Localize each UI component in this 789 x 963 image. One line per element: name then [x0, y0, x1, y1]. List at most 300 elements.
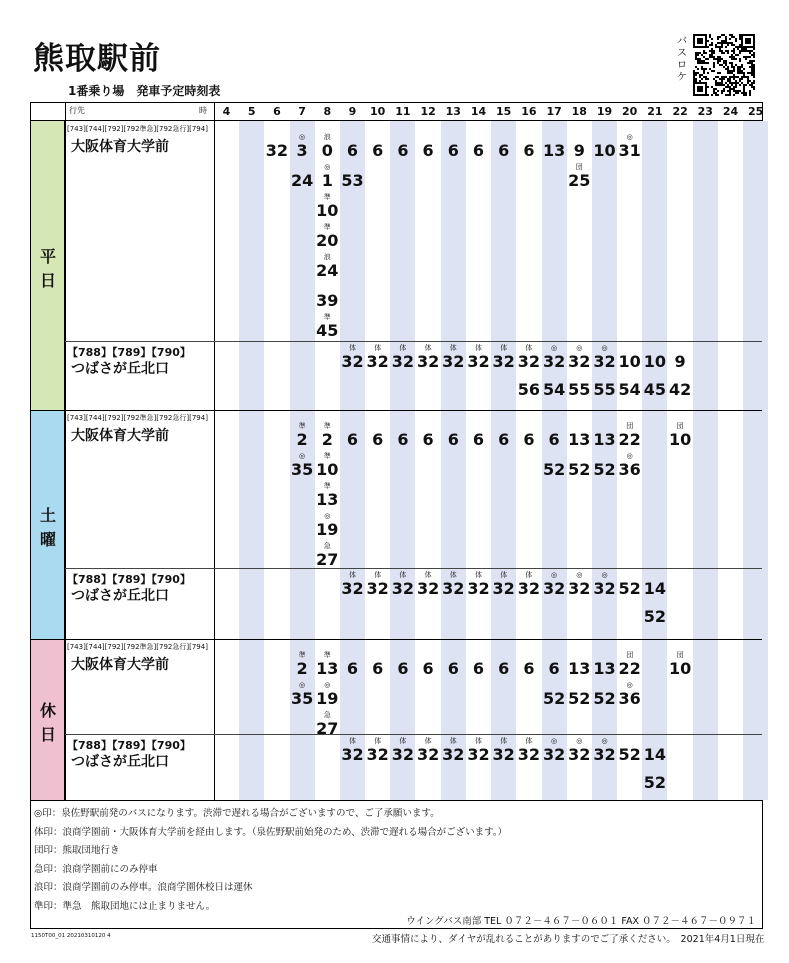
day-type-char: 平 [39, 246, 56, 266]
departure-minute: 0 [321, 141, 333, 160]
departure-mark: 体 [374, 737, 382, 745]
hour-header-row [31, 103, 762, 121]
note-item: 急印：浪商学園前にのみ停車 [34, 863, 158, 875]
departure-mark [416, 422, 441, 430]
hour-header-20: 20 [622, 105, 638, 118]
departure-time [340, 163, 365, 190]
departure-minute: 13 [593, 430, 616, 449]
departure-time [315, 193, 340, 220]
departure-minute: 32 [265, 141, 289, 160]
departure-time [315, 681, 340, 708]
departure-time [441, 344, 466, 371]
departure-time [491, 422, 516, 449]
hour-stripe [441, 121, 466, 800]
departure-time [567, 571, 592, 598]
departure-mark [290, 163, 315, 171]
hour-stripe [642, 121, 667, 800]
departure-minute: 19 [316, 520, 339, 539]
departure-minute: 6 [548, 430, 560, 449]
departure-mark: 体 [525, 737, 533, 745]
departure-minute: 52 [643, 607, 667, 626]
departure-mark: 準 [323, 482, 331, 490]
departure-mark [466, 651, 491, 659]
departure-time [365, 344, 390, 371]
hour-header-16: 16 [521, 105, 537, 118]
departure-minute: 32 [517, 745, 541, 764]
departure-minute: 52 [593, 460, 616, 479]
departure-time [290, 651, 315, 678]
departure-mark: 体 [424, 737, 432, 745]
departure-minute: 55 [593, 380, 616, 399]
departure-minute: 6 [422, 430, 434, 449]
departure-mark [668, 344, 693, 352]
hour-header-22: 22 [672, 105, 688, 118]
departure-mark [617, 737, 642, 745]
departure-time [390, 344, 415, 371]
departure-minute: 6 [498, 430, 510, 449]
departure-time [668, 344, 693, 371]
departure-time [567, 133, 592, 160]
departure-time [315, 133, 340, 160]
note-item: 体印：浪商学園前・大阪体育大学前を経由します。（泉佐野駅前始発のため、渋滞で遅れる場合がございます。） [34, 826, 508, 838]
departure-mark: 体 [349, 344, 356, 352]
departure-minute: 9 [573, 141, 585, 160]
departure-minute: 52 [542, 460, 566, 479]
departure-mark: ◎ [626, 133, 633, 141]
departure-time [516, 737, 541, 764]
departure-mark: 浪 [323, 133, 331, 141]
departure-time [340, 737, 365, 764]
hour-unit-header: 時 [199, 106, 207, 115]
departure-time [466, 651, 491, 678]
departure-mark [365, 133, 390, 141]
departure-minute: 52 [618, 579, 641, 598]
column-divider [214, 103, 215, 800]
hour-header-21: 21 [647, 105, 663, 118]
departure-minute: 24 [316, 261, 339, 280]
departure-time [290, 163, 315, 190]
departure-mark: 準 [323, 452, 331, 460]
departure-mark [365, 422, 390, 430]
departure-minute: 52 [643, 773, 667, 792]
document-code: 1150T00_01 20210310120 4 [31, 933, 111, 939]
departure-mark [340, 651, 365, 659]
departure-minute: 32 [341, 579, 364, 598]
departure-mark: ◎ [626, 681, 633, 689]
departure-minute: 13 [568, 430, 591, 449]
departure-mark: 体 [475, 737, 482, 745]
departure-minute: 32 [492, 579, 515, 598]
departure-mark: ◎ [601, 344, 608, 352]
departure-minute: 24 [290, 171, 314, 190]
departure-time [340, 133, 365, 160]
departure-time [441, 651, 466, 678]
departure-mark [592, 372, 617, 380]
departure-minute: 6 [498, 659, 510, 678]
departure-minute: 27 [316, 550, 339, 569]
hour-header-4: 4 [222, 105, 231, 118]
departure-mark [567, 372, 592, 380]
departure-mark: ◎ [626, 452, 633, 460]
departure-minute: 10 [316, 201, 339, 220]
departure-mark [642, 737, 667, 745]
departure-minute: 13 [542, 141, 566, 160]
day-type-char: 土 [39, 505, 56, 525]
departure-time [340, 571, 365, 598]
departure-mark [491, 651, 516, 659]
departure-minute: 32 [467, 579, 490, 598]
route-destination: 大阪体育大学前 [71, 139, 169, 155]
departure-minute: 52 [568, 460, 591, 479]
departure-minute: 52 [618, 745, 641, 764]
departure-minute: 13 [316, 659, 339, 678]
hour-header-12: 12 [420, 105, 436, 118]
departure-time [542, 651, 567, 678]
departure-time [466, 133, 491, 160]
departure-minute: 6 [523, 659, 535, 678]
departure-mark: 体 [424, 571, 432, 579]
departure-minute: 1 [321, 171, 333, 190]
day-type-char: 日 [39, 724, 56, 744]
departure-mark [642, 765, 667, 773]
departure-time [617, 372, 642, 399]
hour-header-23: 23 [697, 105, 713, 118]
departure-mark: ◎ [576, 571, 583, 579]
departure-mark: ◎ [324, 163, 331, 171]
departure-minute: 32 [593, 579, 616, 598]
departure-time [642, 599, 667, 626]
departure-minute: 32 [593, 352, 616, 371]
note-item: ◎印：泉佐野駅前発のバスになります。渋滞で遅れる場合がございますので、ご了承願います。 [34, 808, 440, 819]
departure-mark: 団 [626, 651, 634, 659]
departure-minute: 6 [472, 659, 485, 678]
departure-mark: ◎ [299, 452, 306, 460]
departure-mark [567, 681, 592, 689]
departure-minute: 6 [346, 141, 359, 160]
hour-header-9: 9 [348, 105, 357, 118]
departure-mark [592, 133, 617, 141]
departure-time [542, 422, 567, 449]
departure-minute: 32 [517, 579, 541, 598]
hour-stripe [491, 121, 516, 800]
departure-mark [340, 422, 365, 430]
departure-mark [491, 133, 516, 141]
departure-mark [390, 651, 415, 659]
departure-minute: 32 [416, 579, 440, 598]
column-divider [65, 103, 66, 800]
departure-minute: 35 [290, 460, 314, 479]
departure-time [642, 765, 667, 792]
departure-minute: 32 [391, 745, 415, 764]
departure-minute: 32 [366, 352, 389, 371]
departure-mark: 団 [575, 163, 583, 171]
note-item: 浪印：浪商学園前のみ停車。浪商学園休校日は運休 [34, 882, 253, 893]
company-contact: ウイングバス南部 TEL ０７２－４６７－０６０１ FAX ０７２－４６７－０９７１ [406, 916, 756, 927]
departure-mark [340, 133, 365, 141]
departure-minute: 2 [321, 430, 333, 449]
departure-mark: 体 [449, 344, 457, 352]
departure-minute: 22 [618, 659, 641, 678]
departure-mark: ◎ [576, 737, 583, 745]
departure-mark: 体 [449, 571, 457, 579]
departure-minute: 10 [668, 430, 692, 449]
day-divider [31, 410, 762, 411]
qr-code-image[interactable] [693, 34, 755, 96]
departure-time [668, 422, 693, 449]
departure-mark [491, 422, 516, 430]
hour-header-10: 10 [370, 105, 386, 118]
notes-section [30, 801, 763, 929]
departure-minute: 42 [668, 380, 692, 399]
departure-mark: 準 [298, 651, 306, 659]
departure-minute: 32 [442, 745, 465, 764]
route-codes: 【788】【789】【790】 [67, 346, 191, 359]
footer-note: 交通事情により、ダイヤが乱れることがありますのでご了承ください。 2021年4月1日現在 [372, 934, 765, 945]
departure-minute: 52 [542, 689, 566, 708]
departure-time [390, 133, 415, 160]
departure-mark [542, 651, 567, 659]
departure-time [365, 133, 390, 160]
departure-mark: 急 [323, 711, 331, 719]
departure-mark: 体 [399, 344, 407, 352]
departure-time [617, 737, 642, 764]
departure-minute: 35 [290, 689, 314, 708]
hour-stripe [239, 121, 264, 800]
departure-mark: 浪 [323, 253, 331, 261]
departure-mark [264, 133, 289, 141]
departure-time [416, 133, 441, 160]
departure-minute: 6 [447, 141, 459, 160]
departure-minute: 32 [416, 745, 440, 764]
route-destination: 大阪体育大学前 [71, 657, 169, 673]
departure-mark [441, 133, 466, 141]
departure-minute: 10 [643, 352, 667, 371]
departure-time [491, 344, 516, 371]
departure-time [491, 571, 516, 598]
departure-time [516, 651, 541, 678]
departure-mark: 体 [500, 737, 508, 745]
departure-mark: 体 [374, 571, 382, 579]
departure-mark [592, 452, 617, 460]
departure-mark [567, 452, 592, 460]
departure-mark: 体 [399, 571, 407, 579]
departure-minute: 9 [674, 352, 686, 371]
departure-mark: 団 [626, 422, 634, 430]
departure-mark: ◎ [551, 344, 558, 352]
departure-time [668, 372, 693, 399]
departure-time [516, 422, 541, 449]
departure-mark: 準 [323, 223, 331, 231]
departure-time [592, 737, 617, 764]
destination-header: 行先 [69, 106, 85, 115]
departure-minute: 32 [568, 579, 591, 598]
departure-time [315, 283, 340, 310]
departure-time [466, 571, 491, 598]
hour-header-15: 15 [496, 105, 512, 118]
departure-mark [516, 372, 541, 380]
departure-minute: 6 [498, 141, 510, 160]
departure-minute: 13 [568, 659, 591, 678]
departure-mark [668, 372, 693, 380]
departure-mark [642, 599, 667, 607]
departure-time [390, 651, 415, 678]
departure-minute: 32 [568, 352, 591, 371]
departure-time [516, 133, 541, 160]
departure-mark [617, 372, 642, 380]
departure-minute: 3 [296, 141, 308, 160]
departure-time [642, 737, 667, 764]
route-codes: [743][744][792][792準急][792急行][794] [67, 125, 208, 133]
departure-mark: 体 [449, 737, 457, 745]
departure-minute: 56 [517, 380, 541, 399]
departure-time [542, 681, 567, 708]
departure-mark: ◎ [601, 737, 608, 745]
departure-mark: 体 [349, 737, 356, 745]
departure-time [491, 737, 516, 764]
departure-time [315, 253, 340, 280]
departure-time [617, 422, 642, 449]
departure-mark [365, 651, 390, 659]
departure-minute: 32 [492, 352, 515, 371]
departure-mark: 体 [399, 737, 407, 745]
hour-header-18: 18 [571, 105, 587, 118]
departure-mark [416, 651, 441, 659]
departure-minute: 13 [316, 490, 339, 509]
departure-time [617, 133, 642, 160]
departure-mark [390, 422, 415, 430]
departure-minute: 32 [341, 352, 364, 371]
departure-time [542, 344, 567, 371]
departure-time [315, 711, 340, 738]
departure-mark: 体 [525, 571, 533, 579]
route-codes: [743][744][792][792準急][792急行][794] [67, 643, 208, 651]
departure-time [567, 452, 592, 479]
departure-time [567, 372, 592, 399]
departure-time [617, 681, 642, 708]
departure-time [365, 422, 390, 449]
departure-time [642, 372, 667, 399]
departure-time [542, 372, 567, 399]
departure-minute: 2 [296, 659, 308, 678]
departure-mark: 体 [374, 344, 382, 352]
page-subtitle: 1番乗り場 発車予定時刻表 [68, 84, 221, 98]
departure-mark: ◎ [324, 681, 331, 689]
route-codes: 【788】【789】【790】 [67, 573, 191, 586]
departure-mark: 体 [475, 571, 482, 579]
route-divider [65, 568, 762, 569]
departure-minute: 6 [447, 659, 459, 678]
departure-mark [516, 422, 541, 430]
departure-time [340, 651, 365, 678]
departure-mark [617, 344, 642, 352]
departure-mark [592, 422, 617, 430]
route-destination: つばさが丘北口 [71, 361, 169, 377]
departure-mark [567, 651, 592, 659]
departure-time [441, 737, 466, 764]
departure-minute: 6 [346, 659, 359, 678]
departure-minute: 6 [346, 430, 359, 449]
departure-minute: 32 [542, 352, 566, 371]
departure-mark: ◎ [299, 681, 306, 689]
departure-mark [567, 422, 592, 430]
route-destination: つばさが丘北口 [71, 588, 169, 604]
hour-stripe [693, 121, 718, 800]
departure-minute: 10 [593, 141, 616, 160]
qr-label: バ ス ロ ケ [677, 36, 687, 83]
timetable-grid [30, 102, 763, 801]
departure-minute: 6 [472, 430, 485, 449]
departure-mark: 団 [676, 422, 684, 430]
departure-time [340, 344, 365, 371]
departure-time [542, 133, 567, 160]
departure-minute: 6 [397, 141, 409, 160]
departure-time [290, 422, 315, 449]
day-type-label [31, 121, 65, 410]
departure-mark: ◎ [324, 512, 331, 520]
departure-time [315, 542, 340, 569]
departure-time [592, 571, 617, 598]
departure-minute: 13 [593, 659, 616, 678]
departure-mark [516, 651, 541, 659]
departure-time [592, 422, 617, 449]
departure-minute: 6 [372, 430, 384, 449]
departure-minute: 6 [422, 141, 434, 160]
departure-minute: 32 [341, 745, 364, 764]
departure-time [567, 651, 592, 678]
departure-time [617, 651, 642, 678]
departure-time [315, 163, 340, 190]
departure-minute: 52 [568, 689, 591, 708]
departure-time [416, 344, 441, 371]
departure-mark [466, 422, 491, 430]
departure-minute: 6 [523, 430, 535, 449]
departure-minute: 10 [668, 659, 692, 678]
departure-mark [315, 283, 340, 291]
route-divider [65, 734, 762, 735]
departure-mark [542, 372, 567, 380]
departure-time [290, 133, 315, 160]
departure-mark: ◎ [551, 737, 558, 745]
departure-minute: 14 [643, 579, 667, 598]
departure-time [542, 571, 567, 598]
day-type-label [31, 410, 65, 639]
departure-time [516, 372, 541, 399]
departure-mark [592, 651, 617, 659]
departure-mark: 準 [298, 422, 306, 430]
departure-time [516, 344, 541, 371]
departure-time [617, 344, 642, 371]
departure-time [390, 422, 415, 449]
hour-header-11: 11 [395, 105, 411, 118]
departure-mark [542, 681, 567, 689]
departure-time [592, 681, 617, 708]
departure-mark [390, 133, 415, 141]
departure-minute: 32 [467, 352, 490, 371]
departure-mark [592, 681, 617, 689]
route-codes: [743][744][792][792準急][792急行][794] [67, 414, 208, 422]
hour-header-6: 6 [273, 105, 281, 118]
departure-mark [617, 571, 642, 579]
departure-time [491, 651, 516, 678]
departure-time [567, 163, 592, 190]
departure-minute: 39 [316, 291, 339, 310]
departure-minute: 10 [618, 352, 641, 371]
departure-minute: 32 [542, 579, 566, 598]
departure-mark [340, 163, 365, 171]
departure-minute: 6 [523, 141, 535, 160]
hour-stripe [340, 121, 365, 800]
note-item: 団印：熊取団地行き [34, 845, 120, 856]
